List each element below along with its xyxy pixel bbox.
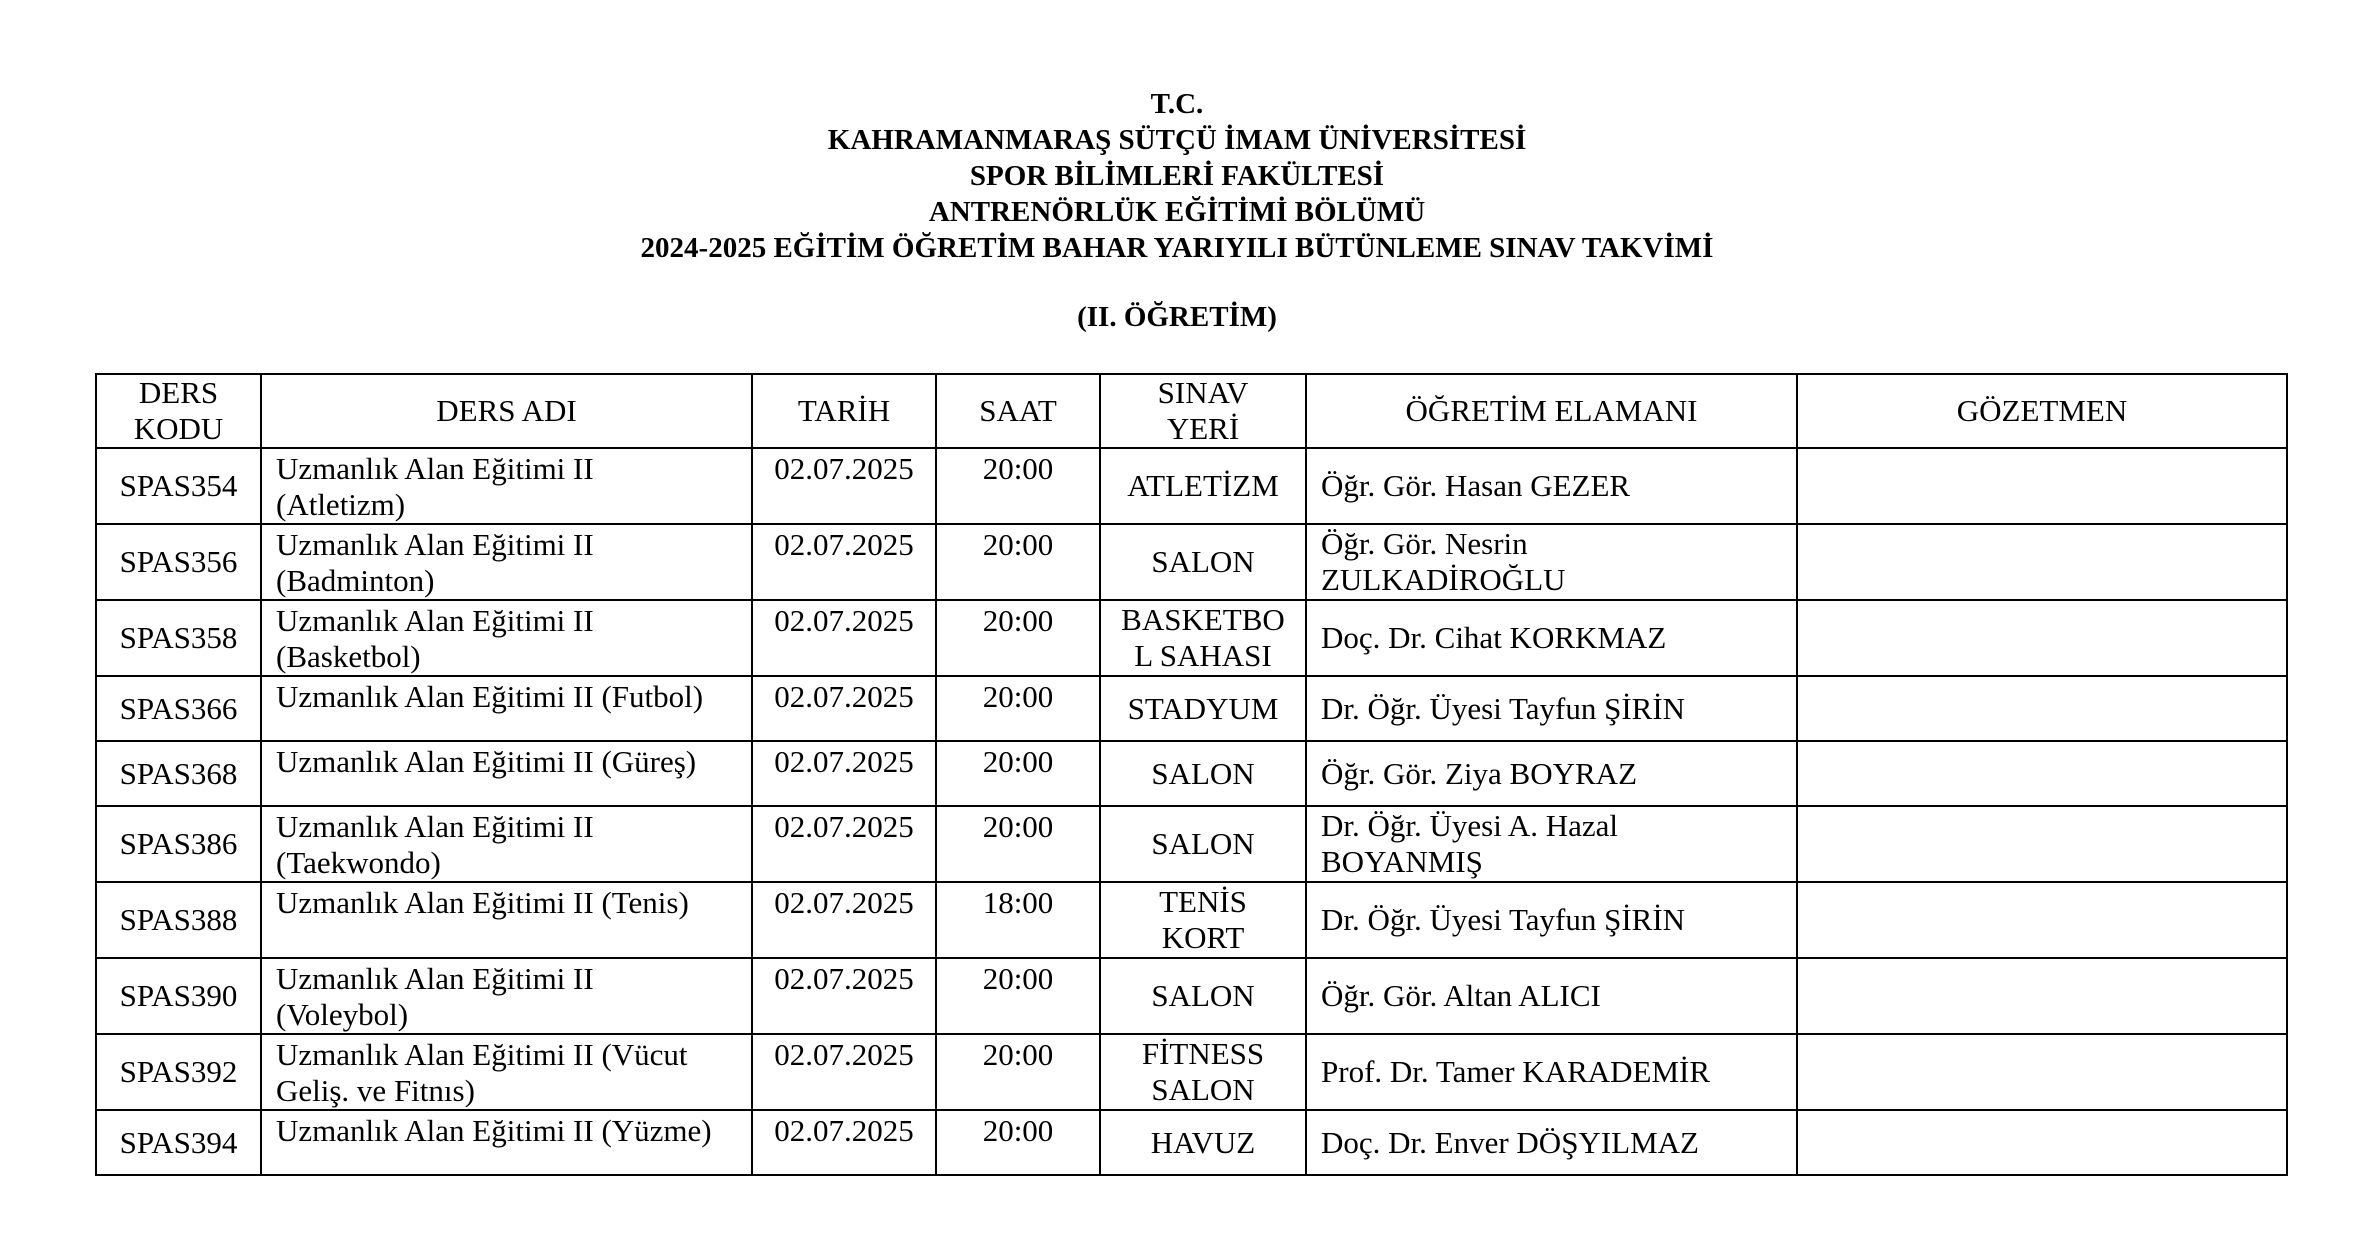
table-row xyxy=(96,806,2287,882)
header-department: ANTRENÖRLÜK EĞİTİMİ BÖLÜMÜ xyxy=(928,196,1426,228)
cell-instructor: Dr. Öğr. Üyesi A. Hazal BOYANMIŞ xyxy=(1306,806,1797,882)
cell-proctor xyxy=(1797,1034,2287,1110)
cell-time: 18:00 xyxy=(936,882,1100,958)
cell-proctor xyxy=(1797,448,2287,524)
cell-course-code: SPAS356 xyxy=(96,524,261,600)
cell-date: 02.07.2025 xyxy=(752,1034,936,1110)
cell-time: 20:00 xyxy=(936,600,1100,676)
cell-date: 02.07.2025 xyxy=(752,806,936,882)
col-header-proctor: GÖZETMEN xyxy=(1797,374,2287,448)
cell-time: 20:00 xyxy=(936,1110,1100,1175)
col-header-place: SINAV YERİ xyxy=(1100,374,1306,448)
cell-proctor xyxy=(1797,676,2287,741)
cell-course-name: Uzmanlık Alan Eğitimi II (Tenis) xyxy=(261,882,752,958)
cell-date: 02.07.2025 xyxy=(752,1110,936,1175)
cell-instructor: Dr. Öğr. Üyesi Tayfun ŞİRİN xyxy=(1306,676,1797,741)
col-header-time: SAAT xyxy=(936,374,1100,448)
cell-course-code: SPAS392 xyxy=(96,1034,261,1110)
cell-date: 02.07.2025 xyxy=(752,448,936,524)
header-exam-title: 2024-2025 EĞİTİM ÖĞRETİM BAHAR YARIYILI BÜTÜNLEME SINAV TAKVİMİ xyxy=(640,232,1714,264)
cell-exam-place: SALON xyxy=(1100,524,1306,600)
cell-course-code: SPAS388 xyxy=(96,882,261,958)
table-row xyxy=(96,524,2287,600)
cell-instructor: Dr. Öğr. Üyesi Tayfun ŞİRİN xyxy=(1306,882,1797,958)
cell-time: 20:00 xyxy=(936,524,1100,600)
cell-course-name: Uzmanlık Alan Eğitimi II (Futbol) xyxy=(261,676,752,741)
exam-schedule-table xyxy=(95,373,2288,1176)
cell-proctor xyxy=(1797,1110,2287,1175)
cell-exam-place: SALON xyxy=(1100,806,1306,882)
cell-instructor: Doç. Dr. Enver DÖŞYILMAZ xyxy=(1306,1110,1797,1175)
table-row xyxy=(96,882,2287,958)
table-header-row xyxy=(96,374,2287,448)
cell-instructor: Öğr. Gör. Hasan GEZER xyxy=(1306,448,1797,524)
cell-course-name: Uzmanlık Alan Eğitimi II (Taekwondo) xyxy=(261,806,752,882)
table-row xyxy=(96,600,2287,676)
table-row xyxy=(96,1034,2287,1110)
cell-course-name: Uzmanlık Alan Eğitimi II (Basketbol) xyxy=(261,600,752,676)
cell-time: 20:00 xyxy=(936,1034,1100,1110)
cell-course-name: Uzmanlık Alan Eğitimi II (Atletizm) xyxy=(261,448,752,524)
cell-date: 02.07.2025 xyxy=(752,958,936,1034)
header-faculty: SPOR BİLİMLERİ FAKÜLTESİ xyxy=(969,160,1385,192)
cell-time: 20:00 xyxy=(936,741,1100,806)
cell-course-name: Uzmanlık Alan Eğitimi II (Güreş) xyxy=(261,741,752,806)
cell-proctor xyxy=(1797,806,2287,882)
cell-exam-place: SALON xyxy=(1100,741,1306,806)
cell-date: 02.07.2025 xyxy=(752,524,936,600)
col-header-instructor: ÖĞRETİM ELAMANI xyxy=(1306,374,1797,448)
cell-exam-place: TENİS KORT xyxy=(1100,882,1306,958)
cell-course-name: Uzmanlık Alan Eğitimi II (Vücut Geliş. ve Fitnıs) xyxy=(261,1034,752,1110)
cell-time: 20:00 xyxy=(936,806,1100,882)
cell-proctor xyxy=(1797,958,2287,1034)
table-row xyxy=(96,676,2287,741)
cell-exam-place: BASKETBO L SAHASI xyxy=(1100,600,1306,676)
cell-exam-place: SALON xyxy=(1100,958,1306,1034)
cell-course-code: SPAS390 xyxy=(96,958,261,1034)
table-row xyxy=(96,448,2287,524)
cell-proctor xyxy=(1797,524,2287,600)
cell-date: 02.07.2025 xyxy=(752,741,936,806)
cell-time: 20:00 xyxy=(936,448,1100,524)
cell-course-code: SPAS368 xyxy=(96,741,261,806)
document-header xyxy=(0,86,2354,335)
cell-date: 02.07.2025 xyxy=(752,882,936,958)
cell-course-code: SPAS366 xyxy=(96,676,261,741)
cell-proctor xyxy=(1797,882,2287,958)
cell-course-name: Uzmanlık Alan Eğitimi II (Badminton) xyxy=(261,524,752,600)
cell-time: 20:00 xyxy=(936,958,1100,1034)
cell-proctor xyxy=(1797,600,2287,676)
cell-exam-place: FİTNESS SALON xyxy=(1100,1034,1306,1110)
cell-instructor: Öğr. Gör. Nesrin ZULKADİROĞLU xyxy=(1306,524,1797,600)
table-row xyxy=(96,1110,2287,1175)
table-row xyxy=(96,958,2287,1034)
cell-course-code: SPAS358 xyxy=(96,600,261,676)
cell-course-code: SPAS354 xyxy=(96,448,261,524)
cell-exam-place: HAVUZ xyxy=(1100,1110,1306,1175)
cell-course-name: Uzmanlık Alan Eğitimi II (Voleybol) xyxy=(261,958,752,1034)
cell-instructor: Öğr. Gör. Altan ALICI xyxy=(1306,958,1797,1034)
cell-time: 20:00 xyxy=(936,676,1100,741)
header-subtitle: (II. ÖĞRETİM) xyxy=(1077,301,1277,333)
cell-instructor: Öğr. Gör. Ziya BOYRAZ xyxy=(1306,741,1797,806)
cell-course-code: SPAS386 xyxy=(96,806,261,882)
col-header-code: DERS KODU xyxy=(96,374,261,448)
header-line-tc: T.C. xyxy=(1150,88,1204,120)
cell-exam-place: STADYUM xyxy=(1100,676,1306,741)
col-header-date: TARİH xyxy=(752,374,936,448)
cell-exam-place: ATLETİZM xyxy=(1100,448,1306,524)
cell-proctor xyxy=(1797,741,2287,806)
col-header-name: DERS ADI xyxy=(261,374,752,448)
cell-instructor: Prof. Dr. Tamer KARADEMİR xyxy=(1306,1034,1797,1110)
cell-date: 02.07.2025 xyxy=(752,600,936,676)
cell-course-name: Uzmanlık Alan Eğitimi II (Yüzme) xyxy=(261,1110,752,1175)
cell-course-code: SPAS394 xyxy=(96,1110,261,1175)
cell-instructor: Doç. Dr. Cihat KORKMAZ xyxy=(1306,600,1797,676)
header-university: KAHRAMANMARAŞ SÜTÇÜ İMAM ÜNİVERSİTESİ xyxy=(827,124,1527,156)
cell-date: 02.07.2025 xyxy=(752,676,936,741)
table-row xyxy=(96,741,2287,806)
